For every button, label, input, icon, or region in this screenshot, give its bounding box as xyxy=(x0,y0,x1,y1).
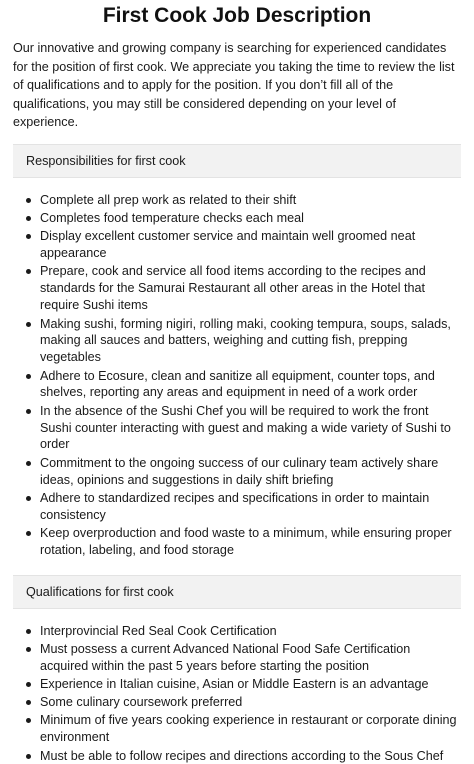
list-item-text: Some culinary coursework preferred xyxy=(40,695,242,709)
bullet-icon xyxy=(26,531,31,536)
bullet-icon xyxy=(26,374,31,379)
list-item xyxy=(13,228,461,262)
list-item xyxy=(13,192,461,209)
list-item-text: Minimum of five years cooking experience in restaurant or corporate dining environment xyxy=(40,713,457,744)
list-item xyxy=(13,694,461,711)
list-item xyxy=(13,263,461,314)
list-item xyxy=(13,623,461,640)
bullet-icon xyxy=(26,682,31,687)
list-item-text: Prepare, cook and service all food items according to the recipes and standards for the Samurai Restaurant all other areas in the Hotel that require Sushi items xyxy=(40,264,426,312)
responsibilities-heading: Responsibilities for first cook xyxy=(13,144,461,178)
list-item xyxy=(13,676,461,693)
bullet-icon xyxy=(26,754,31,759)
list-item xyxy=(13,403,461,454)
responsibilities-list xyxy=(13,192,461,559)
bullet-icon xyxy=(26,216,31,221)
list-item-text: Completes food temperature checks each meal xyxy=(40,211,304,225)
bullet-icon xyxy=(26,322,31,327)
list-item xyxy=(13,490,461,524)
list-item xyxy=(13,455,461,489)
list-item xyxy=(13,525,461,559)
list-item xyxy=(13,316,461,367)
bullet-icon xyxy=(26,700,31,705)
list-item-text: Keep overproduction and food waste to a minimum, while ensuring proper rotation, labeling, and food storage xyxy=(40,526,452,557)
list-item xyxy=(13,748,461,764)
list-item-text: Adhere to Ecosure, clean and sanitize all equipment, counter tops, and shelves, reporting any areas and equipment in need of a work order xyxy=(40,369,435,400)
bullet-icon xyxy=(26,234,31,239)
list-item-text: Display excellent customer service and maintain well groomed neat appearance xyxy=(40,229,415,260)
bullet-icon xyxy=(26,496,31,501)
list-item xyxy=(13,712,461,746)
list-item-text: Adhere to standardized recipes and specifications in order to maintain consistency xyxy=(40,491,429,522)
qualifications-heading: Qualifications for first cook xyxy=(13,575,461,609)
list-item xyxy=(13,368,461,402)
bullet-icon xyxy=(26,718,31,723)
list-item xyxy=(13,210,461,227)
list-item-text: In the absence of the Sushi Chef you will be required to work the front Sushi counter interacting with guest and making a wide variety of Sushi to order xyxy=(40,404,451,452)
bullet-icon xyxy=(26,269,31,274)
list-item-text: Making sushi, forming nigiri, rolling maki, cooking tempura, soups, salads, making all sauces and batters, weighing and cutting fish, prepping vegetables xyxy=(40,317,451,365)
list-item xyxy=(13,641,461,675)
list-item-text: Interprovincial Red Seal Cook Certification xyxy=(40,624,277,638)
bullet-icon xyxy=(26,409,31,414)
list-item-text: Must be able to follow recipes and directions according to the Sous Chef xyxy=(40,749,443,763)
list-item-text: Commitment to the ongoing success of our culinary team actively share ideas, opinions and suggestions in daily shift briefing xyxy=(40,456,438,487)
list-item-text: Complete all prep work as related to their shift xyxy=(40,193,296,207)
intro-paragraph: Our innovative and growing company is searching for experienced candidates for the position of first cook. We appreciate you taking the time to review the list of qualifications and to apply for the position. If you don’t fill all of the qualifications, you may still be considered depending on your level of experience. xyxy=(13,39,461,132)
bullet-icon xyxy=(26,647,31,652)
bullet-icon xyxy=(26,629,31,634)
bullet-icon xyxy=(26,461,31,466)
list-item-text: Must possess a current Advanced National Food Safe Certification acquired within the past 5 years before starting the position xyxy=(40,642,410,673)
list-item-text: Experience in Italian cuisine, Asian or Middle Eastern is an advantage xyxy=(40,677,429,691)
bullet-icon xyxy=(26,198,31,203)
page-title: First Cook Job Description xyxy=(13,0,461,33)
qualifications-list xyxy=(13,623,461,764)
